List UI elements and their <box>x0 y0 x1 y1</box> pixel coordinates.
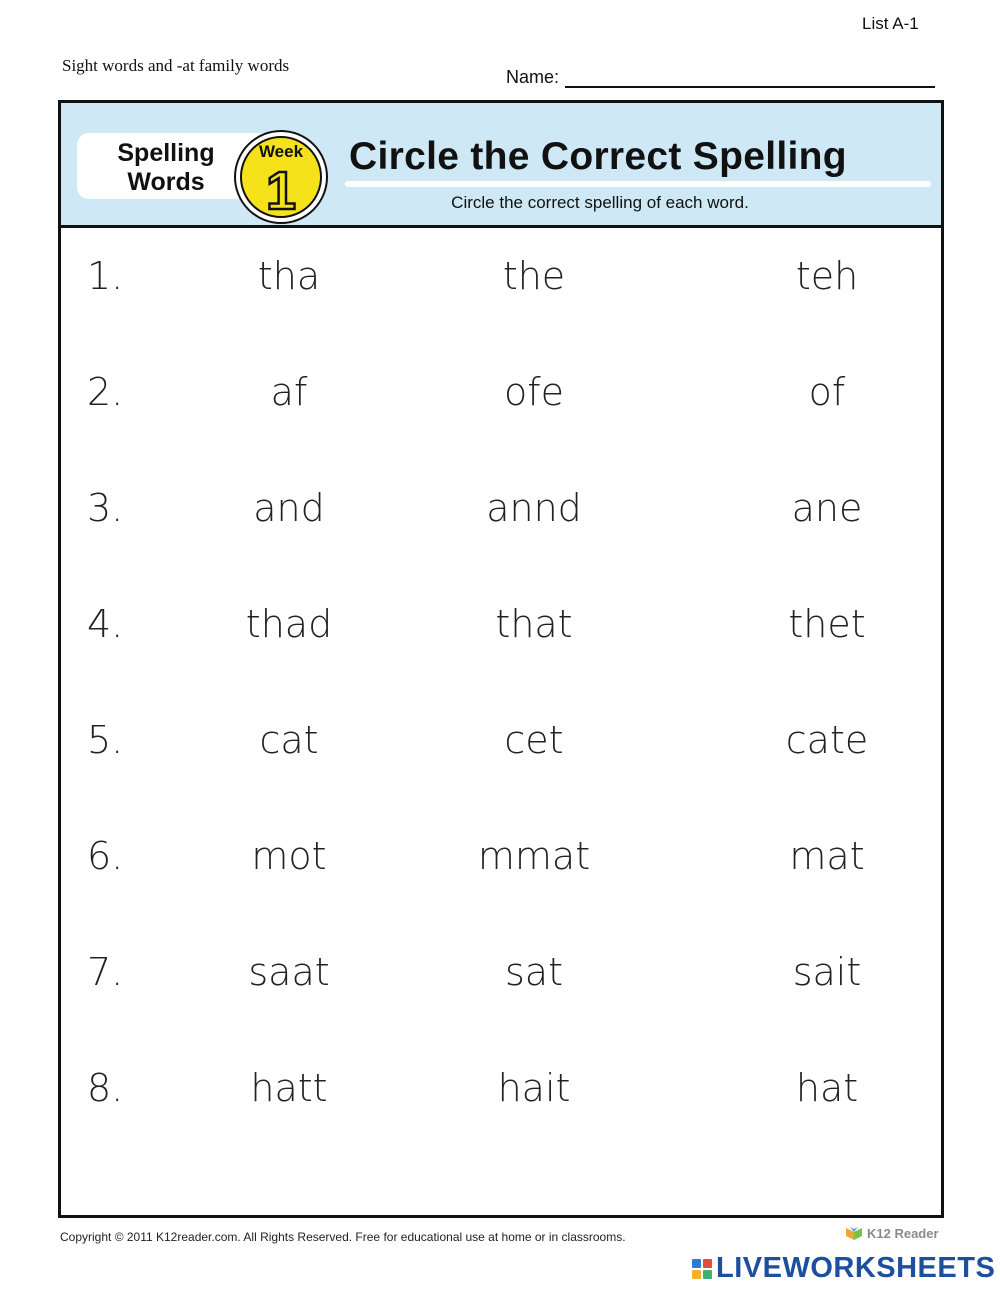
spelling-option[interactable]: mmat <box>477 834 591 878</box>
name-field <box>506 66 935 88</box>
spelling-option[interactable]: tha <box>257 254 321 298</box>
spelling-option[interactable]: teh <box>795 254 859 298</box>
spelling-option[interactable]: cate <box>785 718 869 762</box>
spelling-words-line1: Spelling <box>117 139 215 167</box>
spelling-words-label <box>101 139 231 197</box>
title-underline <box>345 181 931 187</box>
copyright-text: Copyright © 2011 K12reader.com. All Rights Reserved. Free for educational use at home or in classrooms. <box>60 1230 626 1244</box>
k12-reader-logo <box>844 1226 939 1241</box>
item-number: 1. <box>87 254 124 298</box>
item-number: 4. <box>87 602 124 646</box>
book-icon <box>844 1227 864 1241</box>
item-number: 5. <box>87 718 124 762</box>
list-id: List A-1 <box>862 14 919 33</box>
liveworksheets-logo[interactable] <box>692 1252 995 1285</box>
k12-reader-text: K12 Reader <box>867 1226 939 1241</box>
week-number: 1 <box>265 161 297 221</box>
spelling-option[interactable]: thad <box>245 602 333 646</box>
spelling-option[interactable]: annd <box>486 486 582 530</box>
spelling-option[interactable]: of <box>808 370 846 414</box>
spelling-option[interactable]: the <box>502 254 566 298</box>
spelling-option[interactable]: hatt <box>250 1066 328 1110</box>
item-row <box>61 950 941 1010</box>
spelling-option[interactable]: mat <box>789 834 865 878</box>
item-number: 7. <box>87 950 124 994</box>
instruction-text: Circle the correct spelling of each word. <box>451 193 749 212</box>
worksheet-subtitle: Sight words and -at family words <box>62 56 290 75</box>
worksheet-title: Circle the Correct Spelling <box>349 135 847 178</box>
spelling-option[interactable]: hat <box>795 1066 859 1110</box>
spelling-option[interactable]: that <box>495 602 573 646</box>
spelling-option[interactable]: mot <box>251 834 327 878</box>
item-number: 2. <box>87 370 124 414</box>
item-row <box>61 1066 941 1126</box>
spelling-option[interactable]: cat <box>259 718 319 762</box>
name-line[interactable] <box>565 66 935 88</box>
item-row <box>61 834 941 894</box>
spelling-option[interactable]: ane <box>791 486 863 530</box>
item-row <box>61 718 941 778</box>
spelling-words-line2: Words <box>127 168 205 196</box>
item-row <box>61 254 941 314</box>
name-label: Name: <box>506 67 560 87</box>
item-number: 8. <box>87 1066 124 1110</box>
spelling-option[interactable]: sait <box>792 950 862 994</box>
item-number: 6. <box>87 834 124 878</box>
item-row <box>61 602 941 662</box>
item-number: 3. <box>87 486 124 530</box>
liveworksheets-text: LIVEWORKSHEETS <box>716 1252 996 1284</box>
item-row <box>61 370 941 430</box>
spelling-option[interactable]: saat <box>248 950 330 994</box>
spelling-option[interactable]: cet <box>504 718 564 762</box>
worksheet-header <box>61 103 941 228</box>
spelling-option[interactable]: hait <box>497 1066 571 1110</box>
week-badge <box>233 129 329 225</box>
spelling-option[interactable]: and <box>253 486 325 530</box>
spelling-option[interactable]: thet <box>788 602 866 646</box>
liveworksheets-grid-icon <box>692 1259 712 1279</box>
item-row <box>61 486 941 546</box>
week-label: Week <box>258 142 304 161</box>
spelling-option[interactable]: ofe <box>503 370 565 414</box>
worksheet-frame <box>58 100 944 1218</box>
spelling-option[interactable]: af <box>270 370 308 414</box>
spelling-option[interactable]: sat <box>505 950 563 994</box>
